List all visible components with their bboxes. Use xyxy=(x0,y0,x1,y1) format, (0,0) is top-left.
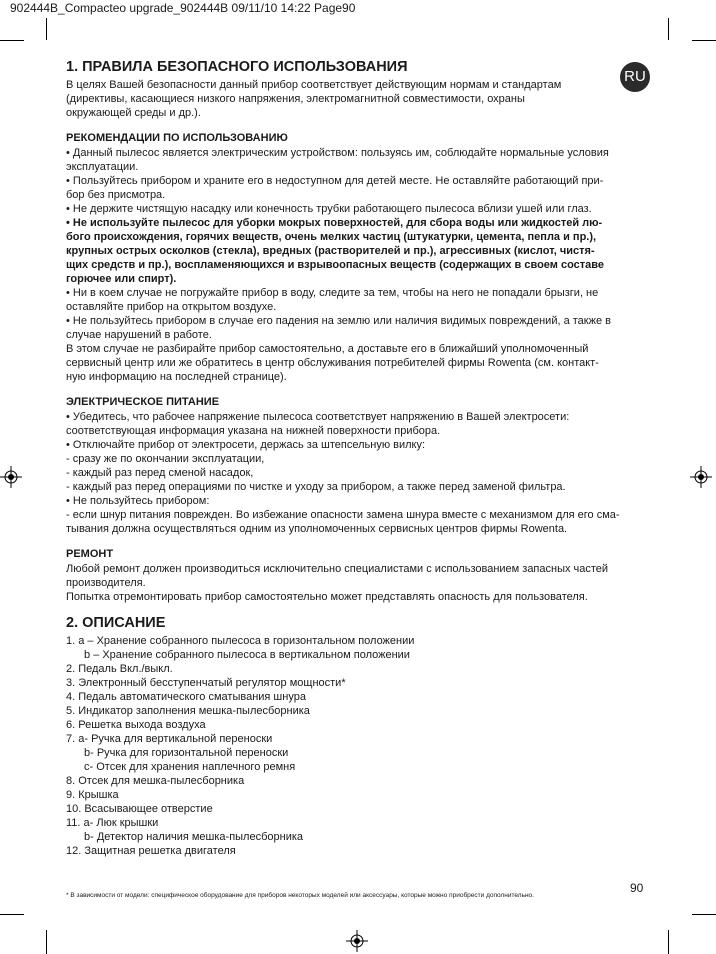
text-line: - каждый раз перед сменой насадок, xyxy=(66,467,254,479)
crop-mark xyxy=(0,40,24,41)
text-line: тывания должна осуществляться одним из уполномоченных сервисных центров фирмы Rowenta. xyxy=(66,523,568,535)
text-line: • Убедитесь, что рабочее напряжение пылесоса соответствует напряжению в Вашей электросети: xyxy=(66,411,570,423)
registration-mark-icon xyxy=(346,930,368,952)
crop-mark xyxy=(46,18,47,40)
text-line: соответствующая информация указана на нижней поверхности прибора. xyxy=(66,425,441,437)
intro-text xyxy=(66,78,656,120)
list-item: 3. Электронный бесступенчатый регулятор мощности* xyxy=(66,677,346,689)
registration-mark-icon xyxy=(690,466,712,488)
text-line: бого происхождения, горячих веществ, очень мелких частиц (штукатурки, цемента, пепла и пр.), xyxy=(66,231,597,243)
text-line: • Отключайте прибор от электросети, держась за штепсельную вилку: xyxy=(66,439,426,451)
crop-mark xyxy=(0,914,24,915)
list-item: 12. Защитная решетка двигателя xyxy=(66,845,236,857)
footnote: * В зависимости от модели: специфическое оборудование для приборов некоторых моделей или аксессуары, которые можно приобрести дополнительно. xyxy=(66,892,534,899)
list-item: c- Отсек для хранения наплечного ремня xyxy=(84,761,296,773)
parts-list xyxy=(66,634,656,858)
print-slug: 902444B_Compacteo upgrade_902444B 09/11/10 14:22 Page90 xyxy=(10,1,356,15)
text-line: ную информацию на последней странице). xyxy=(66,371,287,383)
text-line: Любой ремонт должен производиться исключительно специалистами с использованием запасных частей xyxy=(66,563,609,575)
repair-text xyxy=(66,562,656,604)
list-item: 7. a- Ручка для вертикальной переноски xyxy=(66,733,273,745)
text-line: производителя. xyxy=(66,577,146,589)
list-item: 8. Отсек для мешка-пылесборника xyxy=(66,775,245,787)
text-line: - каждый раз перед операциями по чистке и уходу за прибором, а также перед заменой фильтра. xyxy=(66,481,566,493)
text-line: • Не пользуйтесь прибором: xyxy=(66,495,210,507)
registration-mark-icon xyxy=(0,466,22,488)
crop-mark xyxy=(668,930,669,954)
text-line: случае нарушений в работе. xyxy=(66,329,212,341)
recommendations-text xyxy=(66,146,656,216)
crop-mark xyxy=(668,18,669,40)
text-line: В этом случае не разбирайте прибор самостоятельно, а доставьте его в ближайший уполномоченный xyxy=(66,343,589,355)
text-line: • Не держите чистящую насадку или конечность трубки работающего пылесоса вблизи ушей или глаз. xyxy=(66,203,592,215)
list-item: 5. Индикатор заполнения мешка-пылесборника xyxy=(66,705,310,717)
power-text xyxy=(66,410,656,536)
list-item: 9. Крышка xyxy=(66,789,119,801)
list-item: b- Детектор наличия мешка-пылесборника xyxy=(84,831,304,843)
text-line: сервисный центр или же обратитесь в центр обслуживания потребителей фирмы Rowenta (см. контакт- xyxy=(66,357,599,369)
text-line: • Ни в коем случае не погружайте прибор в воду, следите за тем, чтобы на него не попадали брызги, не xyxy=(66,287,599,299)
text-line: Попытка отремонтировать прибор самостоятельно может представлять опасность для пользователя. xyxy=(66,591,588,603)
list-item: 10. Всасывающее отверстие xyxy=(66,803,213,815)
list-item: 6. Решетка выхода воздуха xyxy=(66,719,206,731)
crop-mark xyxy=(46,930,47,954)
text-line: горючее или спирт). xyxy=(66,273,177,285)
section-title: 2. ОПИСАНИЕ xyxy=(66,615,166,631)
subsection-title: РЕМОНТ xyxy=(66,548,114,560)
text-line: (директивы, касающиеся низкого напряжения, электромагнитной совместимости, охраны xyxy=(66,93,525,105)
text-line: • Данный пылесос является электрическим устройством: пользуясь им, соблюдайте нормальные условия xyxy=(66,147,609,159)
list-item: 2. Педаль Вкл./выкл. xyxy=(66,663,173,675)
text-line: эксплуатации. xyxy=(66,161,139,173)
text-line: • Не используйте пылесос для уборки мокрых поверхностей, для сбора воды или жидкостей лю- xyxy=(66,217,603,229)
warning-text xyxy=(66,216,656,286)
page-content xyxy=(66,58,656,858)
list-item: b- Ручка для горизонтальной переноски xyxy=(84,747,289,759)
text-line: бор без присмотра. xyxy=(66,189,166,201)
text-line: В целях Вашей безопасности данный прибор соответствует действующим нормам и стандартам xyxy=(66,79,562,91)
subsection-title: ЭЛЕКТРИЧЕСКОЕ ПИТАНИЕ xyxy=(66,396,220,408)
list-item: 1. a – Хранение собранного пылесоса в горизонтальном положении xyxy=(66,635,415,647)
section-title: 1. ПРАВИЛА БЕЗОПАСНОГО ИСПОЛЬЗОВАНИЯ xyxy=(66,59,408,75)
crop-mark xyxy=(692,914,716,915)
list-item: 4. Педаль автоматического сматывания шнура xyxy=(66,691,306,703)
text-line: крупных острых осколков (стекла), вредных (растворителей и пр.), агрессивных (кислот, чистя- xyxy=(66,245,595,257)
text-line: - сразу же по окончании эксплуатации, xyxy=(66,453,265,465)
text-line: щих средств и пр.), воспламеняющихся и взрывоопасных веществ (содержащих в своем составе xyxy=(66,259,605,271)
list-item: 11. a- Люк крышки xyxy=(66,817,159,829)
text-line: оставляйте прибор на открытом воздухе. xyxy=(66,301,277,313)
text-line: • Не пользуйтесь прибором в случае его падения на землю или наличия видимых повреждений, а также в xyxy=(66,315,611,327)
text-line: - если шнур питания поврежден. Во избежание опасности замена шнура вместе с механизмом для его сма- xyxy=(66,509,620,521)
subsection-title: РЕКОМЕНДАЦИИ ПО ИСПОЛЬЗОВАНИЮ xyxy=(66,132,288,144)
text-line: • Пользуйтесь прибором и храните его в недоступном для детей месте. Не оставляйте работающий при- xyxy=(66,175,604,187)
list-item: b – Хранение собранного пылесоса в вертикальном положении xyxy=(84,649,410,661)
recommendations-text xyxy=(66,286,656,384)
language-badge: RU xyxy=(620,62,650,92)
crop-mark xyxy=(692,40,716,41)
text-line: окружающей среды и др.). xyxy=(66,107,201,119)
page-number: 90 xyxy=(630,881,644,895)
